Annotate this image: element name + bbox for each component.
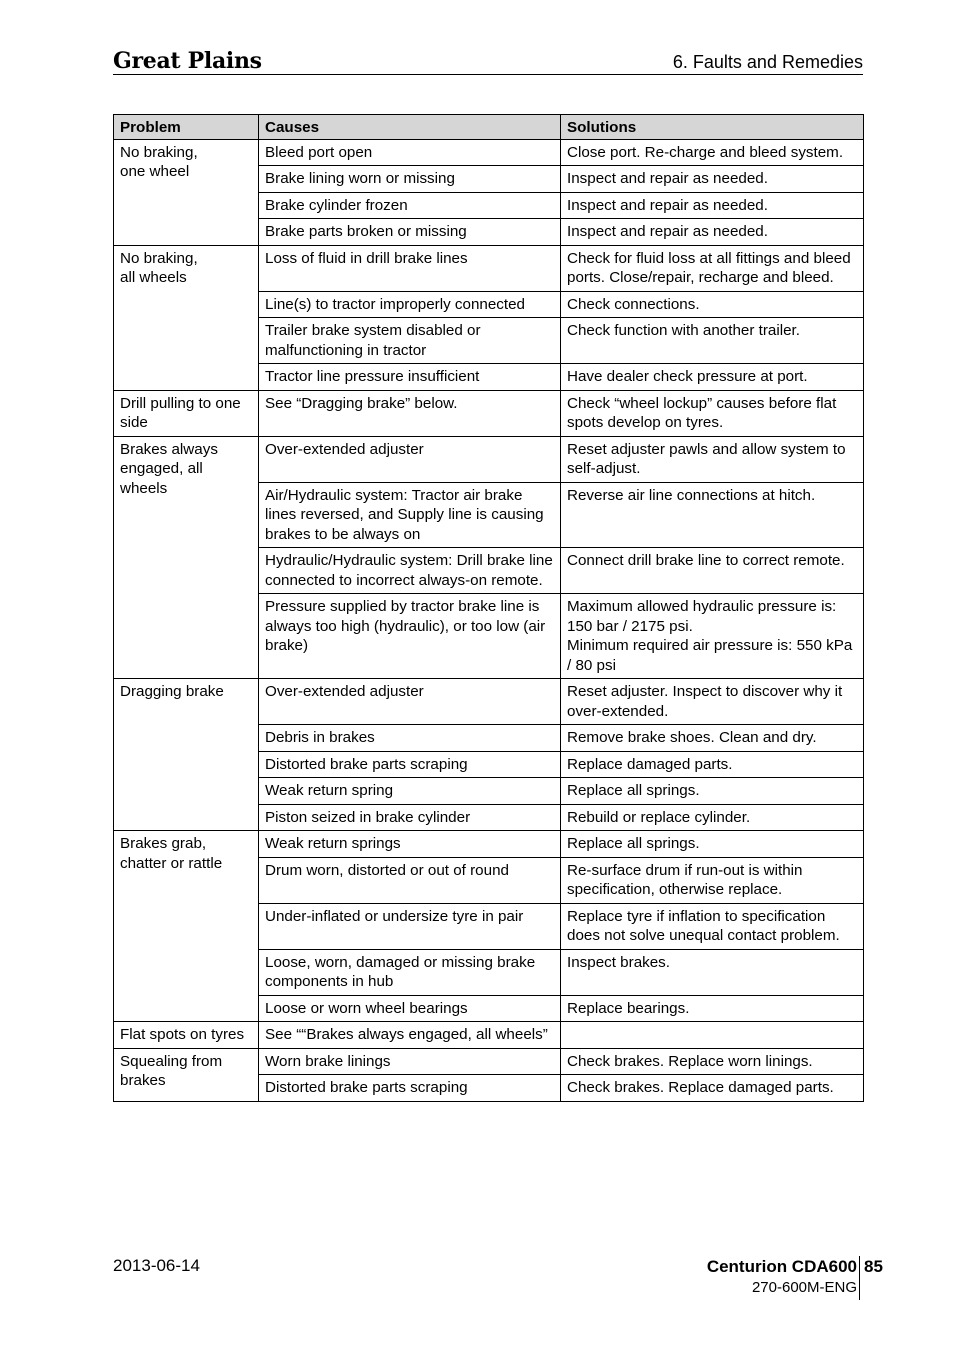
solution-cell: Check function with another trailer. bbox=[561, 318, 864, 364]
cause-cell: Drum worn, distorted or out of round bbox=[259, 857, 561, 903]
footer-doc-number: 270-600M-ENG bbox=[751, 1279, 857, 1296]
cause-cell: Over-extended adjuster bbox=[259, 679, 561, 725]
solution-cell: Check for fluid loss at all fittings and bleed ports. Close/repair, recharge and bleed. bbox=[561, 245, 864, 291]
table-row bbox=[114, 245, 864, 291]
problem-cell: Drill pulling to one side bbox=[114, 390, 259, 436]
table-row bbox=[114, 1048, 864, 1075]
solution-cell: Inspect brakes. bbox=[561, 949, 864, 995]
footer-divider bbox=[859, 1256, 860, 1300]
cause-cell: See “Dragging brake” below. bbox=[259, 390, 561, 436]
problem-cell: No braking, one wheel bbox=[114, 139, 259, 245]
table-row bbox=[114, 1022, 864, 1049]
solution-cell: Check connections. bbox=[561, 291, 864, 318]
solution-cell: Reverse air line connections at hitch. bbox=[561, 482, 864, 548]
cause-cell: Distorted brake parts scraping bbox=[259, 1075, 561, 1102]
solution-cell: Remove brake shoes. Clean and dry. bbox=[561, 725, 864, 752]
page-number: 85 bbox=[864, 1257, 883, 1276]
table-row bbox=[114, 436, 864, 482]
cause-cell: Weak return spring bbox=[259, 778, 561, 805]
solution-cell: Have dealer check pressure at port. bbox=[561, 364, 864, 391]
table-row bbox=[114, 139, 864, 166]
cause-cell: Worn brake linings bbox=[259, 1048, 561, 1075]
problem-cell: Squealing from brakes bbox=[114, 1048, 259, 1101]
table-row bbox=[114, 390, 864, 436]
solution-cell: Reset adjuster. Inspect to discover why it over-extended. bbox=[561, 679, 864, 725]
table-row bbox=[114, 679, 864, 725]
solution-cell: Replace all springs. bbox=[561, 831, 864, 858]
solution-cell: Close port. Re-charge and bleed system. bbox=[561, 139, 864, 166]
cause-cell: Weak return springs bbox=[259, 831, 561, 858]
column-header-causes: Causes bbox=[259, 115, 561, 140]
footer-date: 2013-06-14 bbox=[113, 1256, 200, 1275]
solution-cell bbox=[561, 1022, 864, 1049]
cause-cell: Distorted brake parts scraping bbox=[259, 751, 561, 778]
cause-cell: See ““Brakes always engaged, all wheels” bbox=[259, 1022, 561, 1049]
cause-cell: Trailer brake system disabled or malfunctioning in tractor bbox=[259, 318, 561, 364]
cause-cell: Loss of fluid in drill brake lines bbox=[259, 245, 561, 291]
problem-cell: No braking, all wheels bbox=[114, 245, 259, 390]
brand-logo: Great Plains bbox=[113, 48, 262, 74]
solution-cell: Replace all springs. bbox=[561, 778, 864, 805]
column-header-problem: Problem bbox=[114, 115, 259, 140]
cause-cell: Loose or worn wheel bearings bbox=[259, 995, 561, 1022]
solution-cell: Inspect and repair as needed. bbox=[561, 192, 864, 219]
cause-cell: Tractor line pressure insufficient bbox=[259, 364, 561, 391]
solution-cell: Check brakes. Replace worn linings. bbox=[561, 1048, 864, 1075]
cause-cell: Under-inflated or undersize tyre in pair bbox=[259, 903, 561, 949]
solution-cell: Re-surface drum if run-out is within specification, otherwise replace. bbox=[561, 857, 864, 903]
solution-cell: Rebuild or replace cylinder. bbox=[561, 804, 864, 831]
cause-cell: Bleed port open bbox=[259, 139, 561, 166]
footer-model: Centurion CDA600 bbox=[706, 1257, 857, 1276]
cause-cell: Hydraulic/Hydraulic system: Drill brake line connected to incorrect always-on remote. bbox=[259, 548, 561, 594]
column-header-solutions: Solutions bbox=[561, 115, 864, 140]
faults-table bbox=[113, 114, 864, 1102]
cause-cell: Brake lining worn or missing bbox=[259, 166, 561, 193]
problem-cell: Dragging brake bbox=[114, 679, 259, 831]
table-row bbox=[114, 831, 864, 858]
problem-cell: Brakes always engaged, all wheels bbox=[114, 436, 259, 679]
solution-cell: Replace damaged parts. bbox=[561, 751, 864, 778]
solution-cell: Maximum allowed hydraulic pressure is: 150 bar / 2175 psi. Minimum required air pressure is: 550 kPa / 80 psi bbox=[561, 594, 864, 679]
cause-cell: Over-extended adjuster bbox=[259, 436, 561, 482]
solution-cell: Connect drill brake line to correct remote. bbox=[561, 548, 864, 594]
cause-cell: Loose, worn, damaged or missing brake components in hub bbox=[259, 949, 561, 995]
cause-cell: Air/Hydraulic system: Tractor air brake lines reversed, and Supply line is causing brakes to be always on bbox=[259, 482, 561, 548]
header-rule bbox=[113, 74, 863, 75]
solution-cell: Inspect and repair as needed. bbox=[561, 166, 864, 193]
table-header-row bbox=[114, 115, 864, 140]
cause-cell: Brake parts broken or missing bbox=[259, 219, 561, 246]
cause-cell: Line(s) to tractor improperly connected bbox=[259, 291, 561, 318]
cause-cell: Brake cylinder frozen bbox=[259, 192, 561, 219]
solution-cell: Replace tyre if inflation to specification does not solve unequal contact problem. bbox=[561, 903, 864, 949]
cause-cell: Piston seized in brake cylinder bbox=[259, 804, 561, 831]
problem-cell: Flat spots on tyres bbox=[114, 1022, 259, 1049]
solution-cell: Check “wheel lockup” causes before flat spots develop on tyres. bbox=[561, 390, 864, 436]
solution-cell: Check brakes. Replace damaged parts. bbox=[561, 1075, 864, 1102]
solution-cell: Reset adjuster pawls and allow system to self-adjust. bbox=[561, 436, 864, 482]
solution-cell: Replace bearings. bbox=[561, 995, 864, 1022]
solution-cell: Inspect and repair as needed. bbox=[561, 219, 864, 246]
section-title: 6. Faults and Remedies bbox=[672, 52, 863, 72]
cause-cell: Pressure supplied by tractor brake line is always too high (hydraulic), or too low (air brake) bbox=[259, 594, 561, 679]
cause-cell: Debris in brakes bbox=[259, 725, 561, 752]
faults-table-body bbox=[114, 139, 864, 1101]
problem-cell: Brakes grab, chatter or rattle bbox=[114, 831, 259, 1022]
